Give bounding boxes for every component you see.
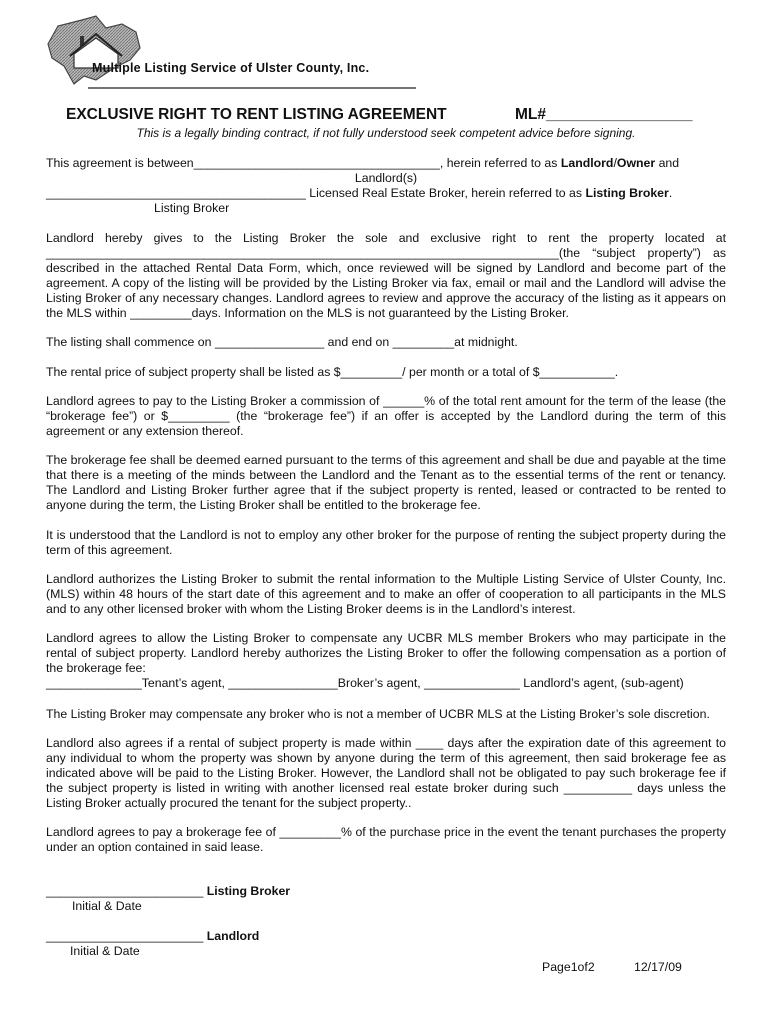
paragraph-commission: Landlord agrees to pay to the Listing Broker a commission of ______% of the total rent amount for the term of the lease (the “brokerage fee”) or $_________ (the “brokerage fee”) if an offer is accepted by the Landlord during the term of this agreement or any extension thereof. bbox=[46, 394, 726, 438]
parties-line-3: ______________________________________ Licensed Real Estate Broker, herein referred to as Listing Broker. bbox=[46, 186, 673, 200]
paragraph-compensation bbox=[46, 631, 726, 691]
paragraph-exclusive: It is understood that the Landlord is not to employ any other broker for the purpose of renting the subject property during the term of this agreement. bbox=[46, 528, 726, 557]
paragraph-fee-earned: The brokerage fee shall be deemed earned pursuant to the terms of this agreement and shall be due and payable at the time that there is a meeting of the minds between the Landlord and the Tenant as to the essential terms of the rent or tenancy. The Landlord and Listing Broker further agree that if the subject property is rented, leased or contracted to be rented to anyone during the term, the Listing Broker shall be entitled to the brokerage fee. bbox=[46, 453, 726, 512]
mls-logo bbox=[44, 14, 424, 96]
compensation-text: Landlord agrees to allow the Listing Broker to compensate any UCBR MLS member Brokers who may participate in the rental of subject property. Landlord hereby authorizes the Listing Broker to offer the following compensation as a portion of the brokerage fee: bbox=[46, 631, 726, 675]
parties-line-1: This agreement is between____________________________________, herein referred to as Landlord/Owner and bbox=[46, 156, 680, 170]
paragraph-protection-period: Landlord also agrees if a rental of subject property is made within ____ days after the expiration date of this agreement to any individual to whom the property was shown by anyone during the term of this agreement, then said brokerage fee as indicated above will be paid to the Listing Broker. However, the Landlord shall not be obligated to pay such brokerage fee if the subject property is listed in writing with another licensed real estate broker during such __________ days unless the Listing Broker actually procured the tenant for the subject property.. bbox=[46, 736, 726, 810]
landlord-signature-line: _______________________ bbox=[46, 929, 204, 943]
paragraph-term: The listing shall commence on ________________ and end on _________at midnight. bbox=[46, 335, 518, 349]
landlord-signature-block bbox=[46, 929, 259, 959]
landlord-initial-date: Initial & Date bbox=[70, 944, 140, 958]
landlord-signature-label: Landlord bbox=[206, 929, 260, 943]
page-number: Page1of2 bbox=[542, 960, 595, 974]
parties-section bbox=[46, 156, 726, 216]
listing-broker-caption: Listing Broker bbox=[154, 201, 230, 215]
revision-date: 12/17/09 bbox=[634, 960, 682, 974]
landlord-caption: Landlord(s) bbox=[354, 171, 418, 185]
paragraph-purchase-option: Landlord agrees to pay a brokerage fee of _________% of the purchase price in the event the tenant purchases the property under an option contained in said lease. bbox=[46, 825, 726, 854]
ml-number-field: ML#_________________ bbox=[515, 106, 693, 123]
paragraph-mls-authorization: Landlord authorizes the Listing Broker to submit the rental information to the Multiple Listing Service of Ulster County, Inc.(MLS) within 48 hours of the start date of this agreement and to make an offer of cooperation to all participants in the MLS and to any other licensed broker with whom the Listing Broker deems is in the Landlord’s interest. bbox=[46, 572, 726, 616]
compensation-agents-line: ______________Tenant’s agent, ________________Broker’s agent, ______________ Landlord’s agent, (sub-agent) bbox=[46, 676, 684, 690]
paragraph-non-member: The Listing Broker may compensate any broker who is not a member of UCBR MLS at the Listing Broker’s sole discretion. bbox=[46, 707, 710, 721]
broker-signature-block bbox=[46, 884, 290, 914]
logo-text: Multiple Listing Service of Ulster County, Inc. bbox=[92, 61, 370, 75]
county-map-icon bbox=[44, 14, 424, 96]
broker-signature-label: Listing Broker bbox=[206, 884, 291, 898]
document-title: EXCLUSIVE RIGHT TO RENT LISTING AGREEMENT bbox=[66, 106, 447, 123]
document-title-row bbox=[66, 106, 716, 124]
broker-signature-line: _______________________ bbox=[46, 884, 204, 898]
paragraph-property: Landlord hereby gives to the Listing Broker the sole and exclusive right to rent the property located at ___________________________________________________________________________(the “subject property”) as described in the attached Rental Data Form, which, once reviewed will be signed by Landlord and become part of the agreement. A copy of the listing will be provided by the Listing Broker via fax, email or mail and the Landlord will advise the Listing Broker of any necessary changes. Landlord agrees to review and approve the accuracy of the listing as it appears on the MLS within _________days. Information on the MLS is not guaranteed by the Listing Broker. bbox=[46, 231, 726, 320]
document-subtitle: This is a legally binding contract, if not fully understood seek competent advice before signing. bbox=[136, 126, 636, 140]
paragraph-rental-price: The rental price of subject property shall be listed as $_________/ per month or a total of $___________. bbox=[46, 365, 619, 379]
broker-initial-date: Initial & Date bbox=[72, 899, 142, 913]
